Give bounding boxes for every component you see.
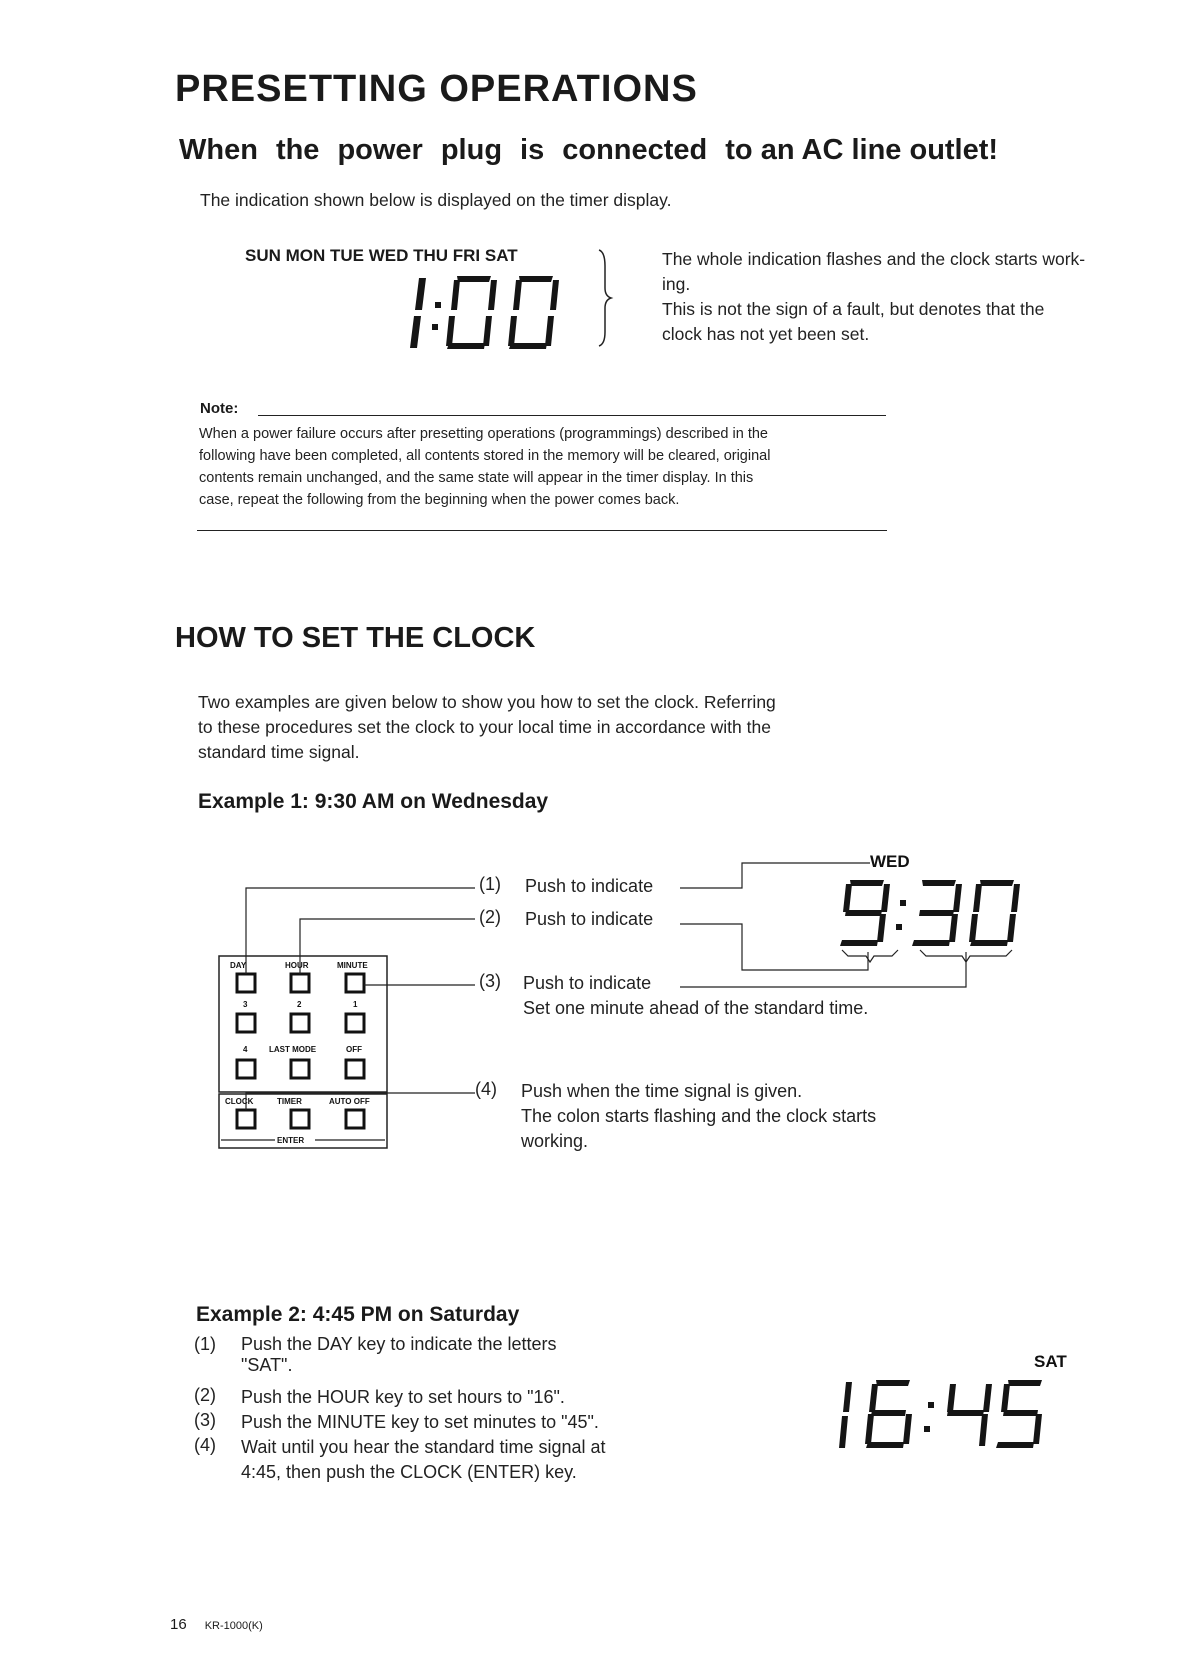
example2-step-num: (3) [194,1410,216,1430]
keypad-label-clock: CLOCK [225,1097,254,1106]
intro-line: Two examples are given below to show you how to set the clock. Referring [198,692,776,712]
example2-step-num: (1) [194,1334,216,1354]
intro-line: to these procedures set the clock to your local time in accordance with the [198,717,771,737]
example1-time-digits [836,878,1026,950]
keypad-label-3: 3 [243,1000,248,1009]
page-subtitle [179,134,1016,167]
example1-step-num: (1) [479,874,501,894]
off-key[interactable] [346,1060,364,1078]
minute-key[interactable] [346,974,364,992]
page-footer [170,1616,263,1633]
timer-key[interactable] [291,1110,309,1128]
subtitle-word: to an AC line outlet! [725,134,999,166]
note-text [199,423,899,511]
keypad-label-4: 4 [243,1045,248,1054]
example1-day-indicator [860,848,920,872]
display1-days: SUN MON TUE WED THU FRI SAT [245,246,518,265]
subtitle-word: plug [440,134,503,166]
example2-day: SAT [1034,1352,1067,1371]
desc-line: This is not the sign of a fault, but denotes that the [662,299,1045,319]
clock-key[interactable] [237,1110,255,1128]
example2-step-text [241,1334,557,1376]
note-line: When a power failure occurs after presetting operations (programmings) described in the [199,426,768,442]
example2-step-num: (4) [194,1435,216,1455]
auto-off-key[interactable] [346,1110,364,1128]
desc-line: ing. [662,274,691,294]
step-line: working. [521,1131,589,1151]
keypad-label-2: 2 [297,1000,302,1009]
step-line: Push the DAY key to indicate the letters [241,1334,557,1354]
keypad-label-minute: MINUTE [337,961,368,970]
example1-day: WED [870,852,910,871]
keypad-label-day: DAY [230,961,247,970]
key-3[interactable] [237,1014,255,1032]
example2-step-text: Push the HOUR key to set hours to "16". [241,1387,565,1407]
section-title: HOW TO SET THE CLOCK [175,622,536,654]
subtitle-word: When [179,134,258,166]
step-line: Push when the time signal is given. [521,1081,803,1101]
keypad-label-hour: HOUR [285,961,309,970]
desc-line: The whole indication flashes and the clock starts work- [662,249,1086,269]
keypad-label-1: 1 [353,1000,358,1009]
example1-step-num: (2) [479,907,501,927]
example1-heading: Example 1: 9:30 AM on Wednesday [198,790,549,813]
display1-description [662,247,1162,347]
subtitle-word: is [520,134,545,166]
example2-time-digits [836,1378,1046,1454]
note-bottom-rule [197,530,887,531]
step-line: The colon starts flashing and the clock starts [521,1106,877,1126]
desc-line: clock has not yet been set. [662,324,870,344]
step-line: "SAT". [241,1355,293,1375]
display1-time-digits [385,272,575,352]
note-line: following have been completed, all contents stored in the memory will be cleared, original [199,448,771,464]
example1-step-num: (3) [479,971,501,991]
display1-brace [595,248,615,348]
page-title: PRESETTING OPERATIONS [175,68,698,110]
keypad-label-last-mode: LAST MODE [269,1045,317,1054]
last-mode-key[interactable] [291,1060,309,1078]
model-number: KR-1000(K) [204,1620,263,1632]
example2-step-num: (2) [194,1385,216,1405]
page-number: 16 [170,1616,187,1633]
note-top-rule [258,415,886,416]
step-line: 4:45, then push the CLOCK (ENTER) key. [241,1462,577,1482]
example2-day-indicator [1030,1348,1090,1372]
hour-key[interactable] [291,974,309,992]
key-1[interactable] [346,1014,364,1032]
example1-step-text: Push to indicate [525,876,654,896]
subtitle-word: connected [562,134,708,166]
day-key[interactable] [237,974,255,992]
note-line: case, repeat the following from the beginning when the power comes back. [199,492,680,508]
example1-step-text [521,1079,876,1154]
example1-step-text [523,971,868,1021]
step-line: Wait until you hear the standard time signal at [241,1437,606,1457]
intro-line: standard time signal. [198,742,360,762]
step-line: Push to indicate [523,973,652,993]
subtitle-word: power [337,134,423,166]
keypad-label-timer: TIMER [277,1097,302,1106]
example1-step-num: (4) [475,1079,497,1099]
keypad-diagram [215,880,395,1150]
note-label: Note: [200,400,239,417]
note-line: contents remain unchanged, and the same state will appear in the timer display. In this [199,470,754,486]
step-line: Set one minute ahead of the standard time. [523,998,869,1018]
keypad-label-enter: ENTER [277,1136,305,1145]
example2-heading: Example 2: 4:45 PM on Saturday [196,1303,520,1326]
example2-step-text [241,1435,606,1485]
keypad-label-auto-off: AUTO OFF [329,1097,370,1106]
intro-text: The indication shown below is displayed on the timer display. [200,190,672,210]
example1-step-text: Push to indicate [525,909,654,929]
keypad-label-off: OFF [346,1045,362,1054]
key-2[interactable] [291,1014,309,1032]
key-4[interactable] [237,1060,255,1078]
section-intro [198,690,918,765]
example2-step-text: Push the MINUTE key to set minutes to "45". [241,1412,599,1432]
subtitle-word: the [275,134,320,166]
